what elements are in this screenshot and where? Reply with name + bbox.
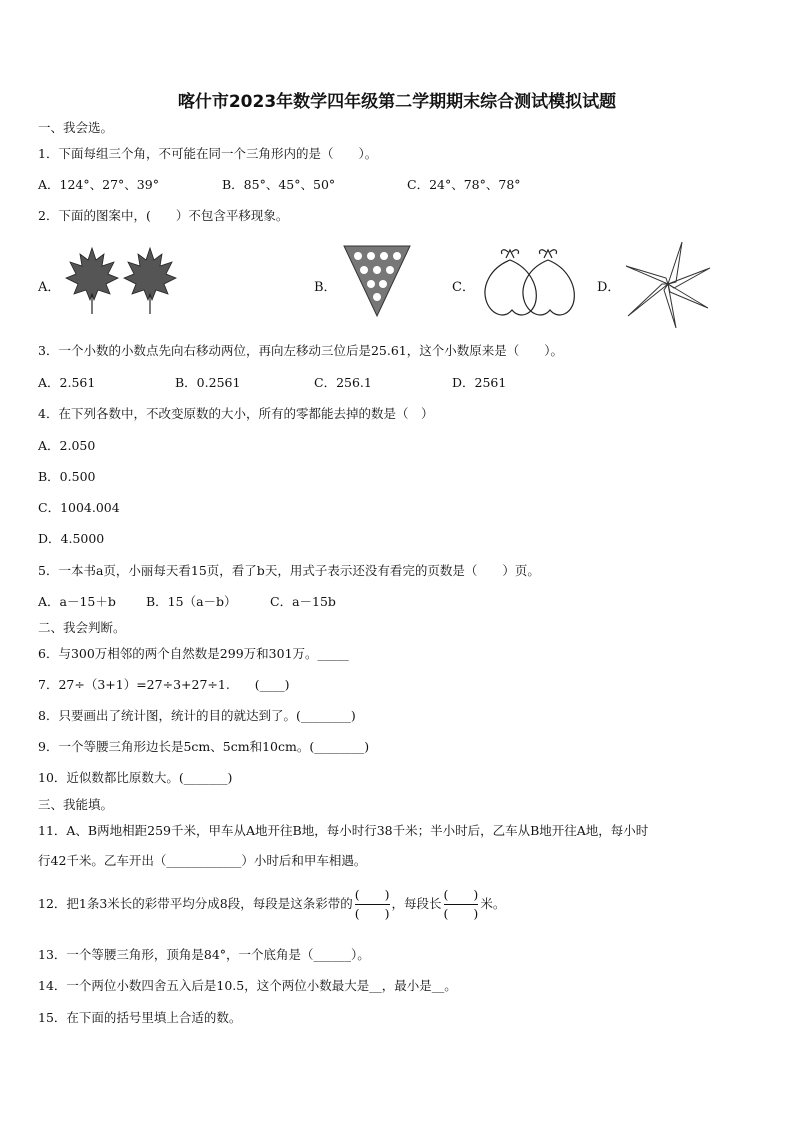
maple-leaf-pair-icon <box>62 244 182 316</box>
q12-fraction-2 <box>444 887 479 922</box>
question-12 <box>38 884 505 924</box>
question-2-stem: 2．下面的图案中，( ）不包含平移现象。 <box>38 208 289 223</box>
question-1-stem: 1．下面每组三个角，不可能在同一个三角形内的是（ ）。 <box>38 146 378 161</box>
q3-option-d: D．2561 <box>452 375 507 390</box>
inverted-triangle-flowers-icon <box>342 244 412 318</box>
q3-option-c: C．256.1 <box>314 375 372 390</box>
q4-option-a: A．2.050 <box>38 438 96 453</box>
question-11-line-1: 11．A、B两地相距259千米，甲车从A地开往B地，每小时行38千米；半小时后，乙车从B地开往A地，每小时 <box>38 823 649 838</box>
q12-fraction-1-numerator: ( ) <box>354 887 390 902</box>
q2-label-a: A． <box>38 280 61 295</box>
q4-option-c: C．1004.004 <box>38 500 120 515</box>
q2-label-c: C． <box>452 280 475 295</box>
question-10: 10．近似数都比原数大。(_______) <box>38 770 233 785</box>
section-heading-fill: 三、我能填。 <box>38 797 114 812</box>
question-14: 14．一个两位小数四舍五入后是10.5，这个两位小数最大是__，最小是__。 <box>38 978 457 993</box>
question-5-stem: 5．一本书a页，小丽每天看15页，看了b天，用式子表示还没有看完的页数是（ ）页。 <box>38 563 540 578</box>
q12-text-part-3: 米。 <box>480 896 506 911</box>
question-9: 9．一个等腰三角形边长是5cm、5cm和10cm。(________) <box>38 739 370 754</box>
question-4-stem: 4．在下列各数中，不改变原数的大小，所有的零都能去掉的数是（ ） <box>38 406 434 421</box>
gourd-pair-icon <box>480 244 580 324</box>
q5-option-c: C．a－15b <box>270 594 336 609</box>
question-7: 7．27÷（3+1）=27÷3+27÷1. (____) <box>38 677 290 692</box>
question-6: 6．与300万相邻的两个自然数是299万和301万。_____ <box>38 646 349 661</box>
page-title: 喀什市2023年数学四年级第二学期期末综合测试模拟试题 <box>177 92 617 112</box>
q12-text-part-2: ，每段长 <box>391 896 442 911</box>
q2-label-b: B． <box>314 280 337 295</box>
question-3-stem: 3．一个小数的小数点先向右移动两位，再向左移动三位后是25.61，这个小数原来是（ ）。 <box>38 343 563 358</box>
fraction-bar-icon <box>355 904 390 905</box>
q5-option-a: A．a－15＋b <box>38 594 116 609</box>
q3-option-a: A．2.561 <box>38 375 96 390</box>
q12-text-part-1: 12．把1条3米长的彩带平均分成8段，每段是这条彩带的 <box>38 896 353 911</box>
q12-fraction-2-denominator: ( ) <box>443 906 479 921</box>
q1-option-b: B．85°、45°、50° <box>222 177 336 192</box>
q12-fraction-1 <box>355 887 390 922</box>
q4-option-d: D．4.5000 <box>38 531 105 546</box>
question-11-line-2: 行42千米。乙车开出（____________）小时后和甲车相遇。 <box>38 853 367 868</box>
question-8: 8．只要画出了统计图，统计的目的就达到了。(________) <box>38 708 356 723</box>
question-13: 13．一个等腰三角形，顶角是84°，一个底角是（______）。 <box>38 947 370 962</box>
q12-fraction-2-numerator: ( ) <box>443 887 479 902</box>
pinwheel-icon <box>624 238 714 330</box>
q12-fraction-1-denominator: ( ) <box>354 906 390 921</box>
fraction-bar-icon <box>444 904 479 905</box>
section-heading-judge: 二、我会判断。 <box>38 620 126 635</box>
q1-option-a: A．124°、27°、39° <box>38 177 159 192</box>
q2-label-d: D． <box>597 280 621 295</box>
q5-option-b: B．15（a－b） <box>146 594 237 609</box>
section-heading-choice: 一、我会选。 <box>38 120 114 135</box>
question-15: 15．在下面的括号里填上合适的数。 <box>38 1010 242 1025</box>
q1-option-c: C．24°、78°、78° <box>407 177 521 192</box>
q3-option-b: B．0.2561 <box>175 375 241 390</box>
q4-option-b: B．0.500 <box>38 469 96 484</box>
